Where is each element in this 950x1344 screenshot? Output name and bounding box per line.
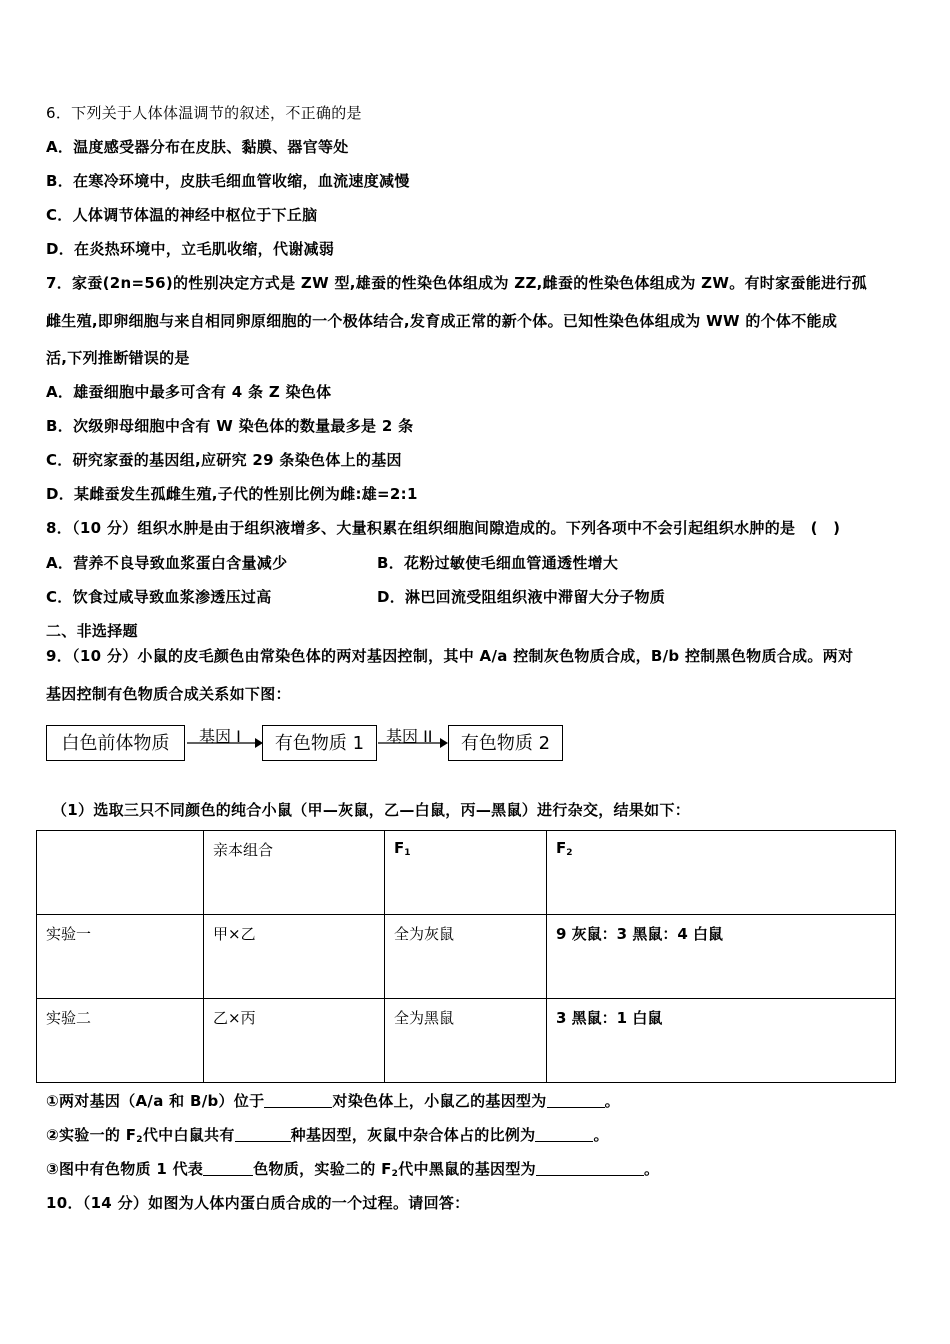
table-header-parents: 亲本组合 (204, 831, 385, 915)
table-cell: 3 黑鼠：1 白鼠 (547, 999, 896, 1083)
q6-stem: 6．下列关于人体体温调节的叙述，不正确的是 (46, 104, 362, 122)
answer-blank[interactable] (264, 1093, 332, 1108)
answer-blank[interactable] (235, 1127, 291, 1142)
q6-option-b[interactable]: B．在寒冷环境中，皮肤毛细血管收缩，血流速度减慢 (46, 172, 410, 190)
colored-substance-1-box: 有色物质 1 (262, 725, 377, 761)
table-cell: 9 灰鼠：3 黑鼠：4 白鼠 (547, 915, 896, 999)
q6-option-d[interactable]: D．在炎热环境中，立毛肌收缩，代谢减弱 (46, 240, 335, 258)
q7-stem-line-3: 活,下列推断错误的是 (46, 349, 190, 367)
q7-option-c[interactable]: C．研究家蚕的基因组,应研究 29 条染色体上的基因 (46, 451, 402, 469)
q9-blank-line-2: ②实验一的 $F_2$代中白鼠共有 种基因型，灰鼠中杂合体占的比例为 。 (46, 1126, 609, 1145)
q7-option-d[interactable]: D．某雌蚕发生孤雌生殖,子代的性别比例为雌:雄=2:1 (46, 485, 418, 503)
q8-option-a[interactable]: A．营养不良导致血浆蛋白含量减少 (46, 554, 288, 572)
colored-substance-2-box: 有色物质 2 (448, 725, 563, 761)
q9-sub1: （1）选取三只不同颜色的纯合小鼠（甲—灰鼠，乙—白鼠，丙—黑鼠）进行杂交，结果如下： (52, 801, 691, 819)
q6-option-a[interactable]: A．温度感受器分布在皮肤、黏膜、器官等处 (46, 138, 349, 156)
table-cell: 乙×丙 (204, 999, 385, 1083)
table-header-row (37, 831, 896, 915)
answer-blank[interactable] (547, 1093, 605, 1108)
table-cell: 甲×乙 (204, 915, 385, 999)
table-header-f2: $F_2$ (547, 831, 896, 915)
table-header-empty (37, 831, 204, 915)
answer-blank[interactable] (203, 1161, 253, 1176)
table-header-f1: $F_1$ (385, 831, 547, 915)
q8-option-c[interactable]: C．饮食过咸导致血浆渗透压过高 (46, 588, 272, 606)
table-cell: 实验二 (37, 999, 204, 1083)
section-heading: 二、非选择题 (46, 622, 138, 640)
q9-blank-line-3: ③图中有色物质 1 代表 色物质，实验二的 $F_2$代中黑鼠的基因型为 。 (46, 1160, 660, 1179)
q8-stem: 8．（10 分）组织水肿是由于组织液增多、大量积累在组织细胞间隙造成的。下列各项中不会引起组织水肿的是 ( ) (46, 519, 841, 537)
q8-option-d[interactable]: D．淋巴回流受阻组织液中滞留大分子物质 (377, 588, 666, 606)
q7-stem-line-2: 雌生殖,即卵细胞与来自相同卵原细胞的一个极体结合,发育成正常的新个体。已知性染色体组成为 WW 的个体不能成 (46, 312, 838, 330)
table-cell: 全为灰鼠 (385, 915, 547, 999)
arrow-1-icon (187, 737, 263, 749)
q9-stem-line-1: 9．（10 分）小鼠的皮毛颜色由常染色体的两对基因控制，其中 A/a 控制灰色物质合成，B/b 控制黑色物质合成。两对 (46, 647, 854, 665)
table-cell: 实验一 (37, 915, 204, 999)
table-cell: 全为黑鼠 (385, 999, 547, 1083)
q6-option-c[interactable]: C．人体调节体温的神经中枢位于下丘脑 (46, 206, 318, 224)
answer-blank[interactable] (535, 1127, 593, 1142)
q9-stem-line-2: 基因控制有色物质合成关系如下图： (46, 685, 291, 703)
gene-1-label: 基因 I (199, 727, 241, 746)
q10-stem: 10．（14 分）如图为人体内蛋白质合成的一个过程。请回答： (46, 1194, 470, 1212)
answer-blank[interactable] (536, 1161, 644, 1176)
arrow-2-icon (378, 737, 448, 749)
q7-option-a[interactable]: A．雄蚕细胞中最多可含有 4 条 Z 染色体 (46, 383, 332, 401)
white-precursor-box: 白色前体物质 (46, 725, 185, 761)
table-row (37, 915, 896, 999)
q7-stem-line-1: 7．家蚕(2n=56)的性别决定方式是 ZW 型,雄蚕的性染色体组成为 ZZ,雌蚕的性染色体组成为 ZW。有时家蚕能进行孤 (46, 274, 867, 292)
q9-blank-line-1: ①两对基因（A/a 和 B/b）位于 对染色体上，小鼠乙的基因型为 。 (46, 1092, 620, 1110)
q8-option-b[interactable]: B．花粉过敏使毛细血管通透性增大 (377, 554, 619, 572)
experiment-table (36, 830, 896, 1083)
gene-2-label: 基因 II (386, 727, 433, 746)
table-row (37, 999, 896, 1083)
q7-option-b[interactable]: B．次级卵母细胞中含有 W 染色体的数量最多是 2 条 (46, 417, 414, 435)
